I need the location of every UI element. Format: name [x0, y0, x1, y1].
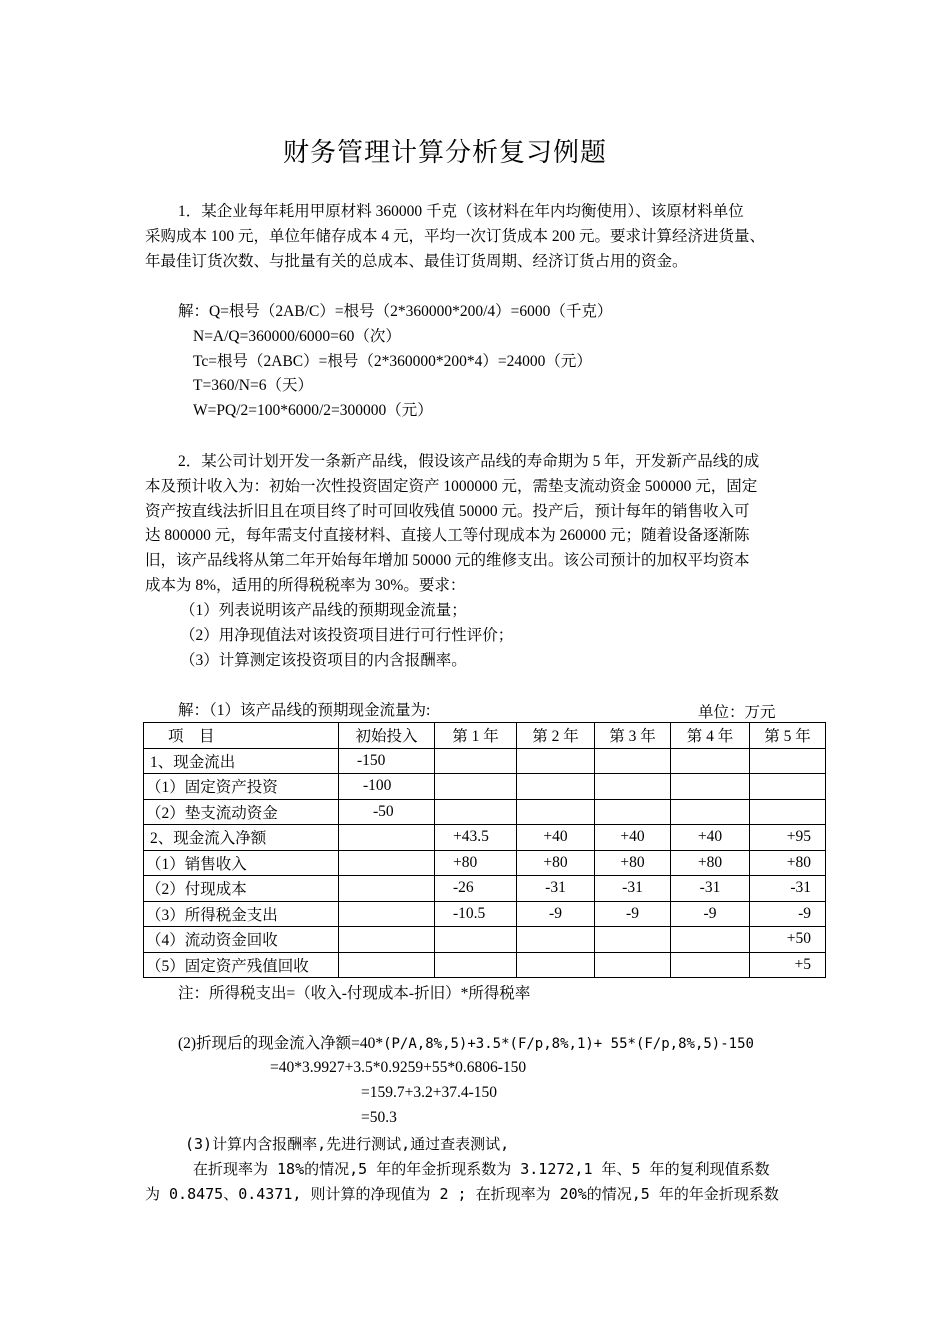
table-cell: -31 — [517, 876, 595, 902]
table-cell — [750, 774, 826, 800]
irr-line-3: 为 0.8475、0.4371, 则计算的净现值为 2 ; 在折现率为 20%的情况,5 年的年金折现系数 — [145, 1185, 779, 1203]
table-cell — [750, 799, 826, 825]
table-cell: -9 — [517, 901, 595, 927]
table-row-label: （2）付现成本 — [144, 876, 339, 902]
npv-line-1-prefix: (2)折现后的现金流入净额=40* — [178, 1035, 384, 1052]
table-cell: -150 — [339, 748, 435, 774]
table-header-row — [144, 723, 826, 749]
table-header-cell: 第 5 年 — [750, 723, 826, 749]
irr-line-2: 在折现率为 18%的情况,5 年的年金折现系数为 3.1272,1 年、5 年的复利现值系数 — [193, 1160, 770, 1178]
table-cell: -50 — [339, 799, 435, 825]
table-cell — [671, 952, 750, 978]
table-header-cell: 项 目 — [144, 723, 339, 749]
table-row — [144, 825, 826, 851]
table-cell: +40 — [595, 825, 671, 851]
q2-requirement-3: （3）计算测定该投资项目的内含报酬率。 — [180, 652, 467, 669]
q1-solution-line-2: N=A/Q=360000/6000=60（次） — [193, 328, 401, 345]
table-header-cell: 第 4 年 — [671, 723, 750, 749]
npv-line-1-formula: (P/A,8%,5)+3.5*(F/p,8%,1)+ 55*(F/p,8%,5)-150 — [383, 1036, 754, 1052]
table-cell — [339, 850, 435, 876]
table-cell: +43.5 — [435, 825, 517, 851]
table-header-cell: 初始投入 — [339, 723, 435, 749]
table-cell: +80 — [750, 850, 826, 876]
irr-line-1: (3)计算内含报酬率,先进行测试,通过查表测试, — [185, 1135, 510, 1153]
q1-text-line-1: 1．某企业每年耗用甲原材料 360000 千克（该材料在年内均衡使用）、该原材料单位 — [178, 203, 744, 220]
table-row-label: 2、现金流入净额 — [144, 825, 339, 851]
unit-label: 单位：万元 — [698, 704, 776, 721]
q1-solution-line-3: Tc=根号（2ABC）=根号（2*360000*200*4）=24000（元） — [193, 353, 592, 370]
q2-text-line-4: 达 800000 元，每年需支付直接材料、直接人工等付现成本为 260000 元；随着设备逐渐陈 — [145, 527, 750, 544]
table-cell — [517, 927, 595, 953]
table-cell: -31 — [671, 876, 750, 902]
table-cell: +80 — [435, 850, 517, 876]
q1-text-line-2: 采购成本 100 元，单位年储存成本 4 元，平均一次订货成本 200 元。要求计算经济进货量、 — [145, 228, 766, 245]
q2-text-line-2: 本及预计收入为：初始一次性投资固定资产 1000000 元，需垫支流动资金 500000 元，固定 — [145, 478, 758, 495]
table-cell: +80 — [595, 850, 671, 876]
table-cell — [671, 927, 750, 953]
table-cell — [671, 748, 750, 774]
table-cell: +80 — [671, 850, 750, 876]
table-row — [144, 952, 826, 978]
table-cell — [595, 774, 671, 800]
table-cell — [435, 799, 517, 825]
table-cell: -9 — [595, 901, 671, 927]
table-cell — [517, 774, 595, 800]
npv-line-4: =50.3 — [361, 1109, 397, 1126]
table-cell: +40 — [517, 825, 595, 851]
npv-line-1 — [178, 1032, 754, 1056]
table-cell — [435, 748, 517, 774]
table-header-cell: 第 3 年 — [595, 723, 671, 749]
q2-text-line-5: 旧，该产品线将从第二年开始每年增加 50000 元的维修支出。该公司预计的加权平均资本 — [145, 552, 750, 569]
table-cell — [595, 748, 671, 774]
table-cell — [435, 774, 517, 800]
q2-text-line-6: 成本为 8%，适用的所得税税率为 30%。要求： — [145, 577, 466, 594]
table-row-label: （2）垫支流动资金 — [144, 799, 339, 825]
table-cell — [339, 927, 435, 953]
table-cell — [339, 876, 435, 902]
table-cell: -9 — [671, 901, 750, 927]
table-row-label: （5）固定资产残值回收 — [144, 952, 339, 978]
table-row-label: （1）销售收入 — [144, 850, 339, 876]
cash-flow-table — [143, 722, 826, 978]
table-cell — [435, 952, 517, 978]
q2-requirement-1: （1）列表说明该产品线的预期现金流量； — [180, 602, 467, 619]
q1-solution-line-4: T=360/N=6（天） — [193, 377, 313, 394]
q2-text-line-1: 2．某公司计划开发一条新产品线，假设该产品线的寿命期为 5 年，开发新产品线的成 — [178, 453, 760, 470]
table-cell: -10.5 — [435, 901, 517, 927]
npv-line-2: =40*3.9927+3.5*0.9259+55*0.6806-150 — [270, 1059, 527, 1076]
table-cell: -31 — [750, 876, 826, 902]
tax-note: 注：所得税支出=（收入-付现成本-折旧）*所得税率 — [178, 985, 531, 1002]
table-row — [144, 850, 826, 876]
table-cell: +40 — [671, 825, 750, 851]
q1-solution-line-1: 解：Q=根号（2AB/C）=根号（2*360000*200/4）=6000（千克） — [178, 303, 613, 320]
table-cell — [595, 799, 671, 825]
table-row-label: 1、现金流出 — [144, 748, 339, 774]
table-cell — [517, 748, 595, 774]
q1-text-line-3: 年最佳订货次数、与批量有关的总成本、最佳订货周期、经济订货占用的资金。 — [145, 253, 688, 270]
table-cell — [339, 952, 435, 978]
table-row — [144, 901, 826, 927]
table-row — [144, 927, 826, 953]
table-cell — [339, 825, 435, 851]
table-row — [144, 748, 826, 774]
table-cell — [339, 901, 435, 927]
table-row — [144, 799, 826, 825]
q1-solution-line-5: W=PQ/2=100*6000/2=300000（元） — [193, 402, 433, 419]
table-cell: +50 — [750, 927, 826, 953]
table-header-cell: 第 2 年 — [517, 723, 595, 749]
table-cell: +5 — [750, 952, 826, 978]
table-cell: -31 — [595, 876, 671, 902]
npv-line-3: =159.7+3.2+37.4-150 — [361, 1084, 498, 1101]
table-cell — [671, 774, 750, 800]
page-title: 财务管理计算分析复习例题 — [282, 138, 607, 168]
table-cell — [517, 952, 595, 978]
table-header-cell: 第 1 年 — [435, 723, 517, 749]
q2-requirement-2: （2）用净现值法对该投资项目进行可行性评价； — [180, 627, 514, 644]
table-cell: -26 — [435, 876, 517, 902]
table-cell — [595, 927, 671, 953]
table-row-label: （3）所得税金支出 — [144, 901, 339, 927]
q2-text-line-3: 资产按直线法折旧且在项目终了时可回收残值 50000 元。投产后，预计每年的销售收入可 — [145, 503, 750, 520]
table-row — [144, 774, 826, 800]
table-cell: +95 — [750, 825, 826, 851]
table-cell — [750, 748, 826, 774]
table-row-label: （4）流动资金回收 — [144, 927, 339, 953]
table-cell — [595, 952, 671, 978]
table-row — [144, 876, 826, 902]
table-row-label: （1）固定资产投资 — [144, 774, 339, 800]
table-cell: +80 — [517, 850, 595, 876]
table-caption: 解：（1）该产品线的预期现金流量为: — [178, 702, 431, 719]
table-cell — [435, 927, 517, 953]
table-cell: -100 — [339, 774, 435, 800]
table-cell — [517, 799, 595, 825]
table-cell — [671, 799, 750, 825]
table-cell: -9 — [750, 901, 826, 927]
